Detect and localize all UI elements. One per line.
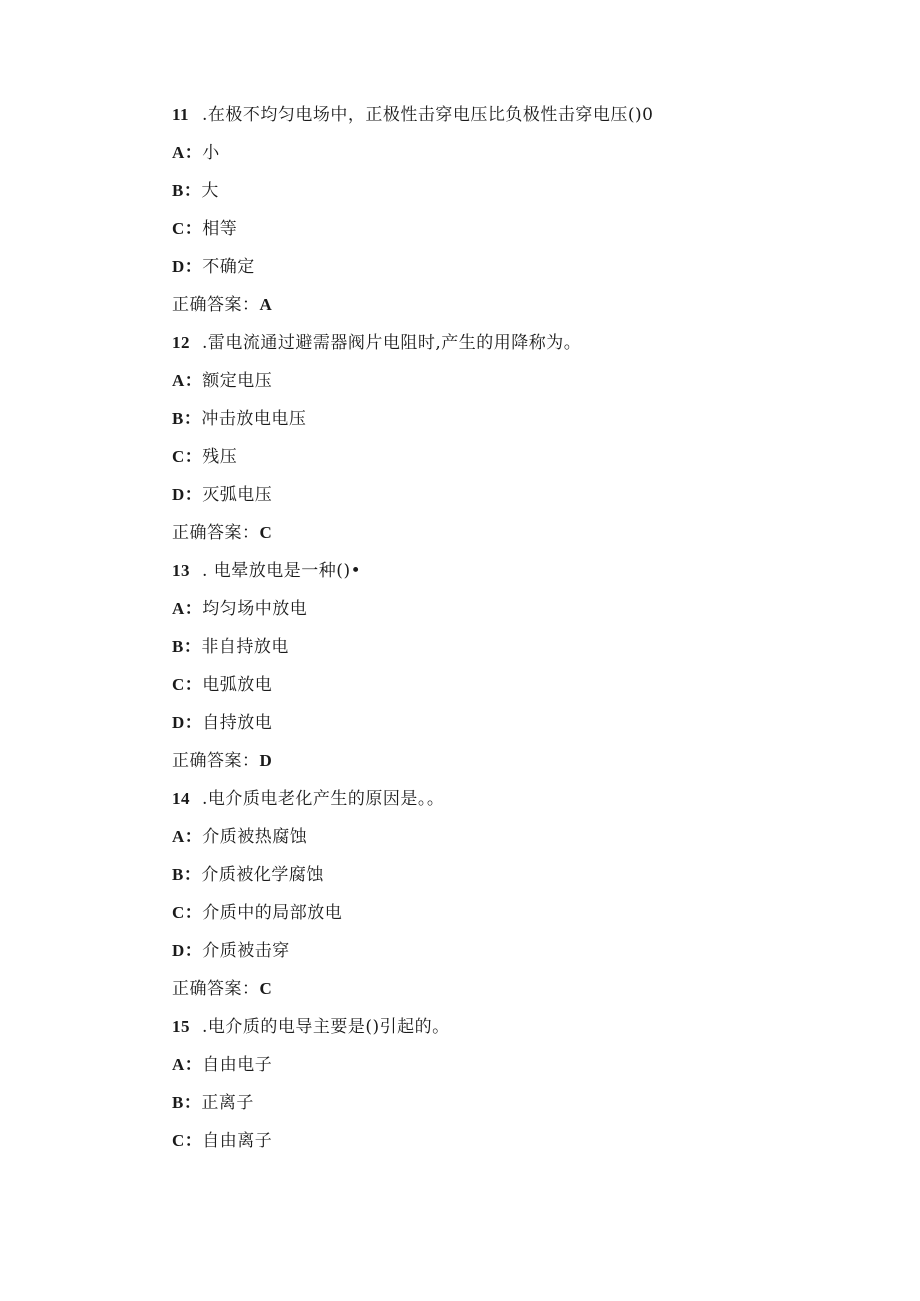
question-text: .电介质的电导主要是()引起的。	[202, 1017, 450, 1037]
option-c	[172, 214, 872, 252]
option-a	[172, 822, 872, 860]
option-text: 自持放电	[202, 713, 273, 733]
question-15	[172, 1012, 872, 1050]
option-letter: B：	[172, 181, 202, 200]
option-d	[172, 252, 872, 290]
option-text: 大	[201, 181, 219, 201]
option-letter: A：	[172, 1055, 203, 1074]
question-text: . 电晕放电是一种()•	[202, 561, 362, 581]
option-letter: D：	[172, 941, 203, 960]
option-text: 残压	[202, 447, 238, 467]
question-text: .雷电流通过避需器阀片电阻时,产生的用降称为。	[202, 333, 582, 353]
option-d	[172, 480, 872, 518]
option-text: 均匀场中放电	[202, 599, 308, 619]
question-text: .电介质电老化产生的原因是。。	[202, 789, 445, 809]
option-letter: A：	[172, 827, 203, 846]
option-text: 额定电压	[202, 371, 273, 391]
option-text: 不确定	[202, 257, 255, 277]
option-letter: C：	[172, 1131, 203, 1150]
answer-label: 正确答案：	[172, 751, 260, 771]
option-text: 电弧放电	[202, 675, 273, 695]
question-14	[172, 784, 872, 822]
option-text: 冲击放电电压	[201, 409, 307, 429]
option-letter: B：	[172, 637, 202, 656]
option-b	[172, 404, 872, 442]
option-letter: B：	[172, 409, 202, 428]
option-c	[172, 898, 872, 936]
option-c	[172, 442, 872, 480]
question-number: 12	[172, 333, 190, 352]
option-d	[172, 708, 872, 746]
question-number: 15	[172, 1017, 190, 1036]
answer-value: D	[259, 751, 273, 770]
option-text: 非自持放电	[201, 637, 289, 657]
option-text: 灭弧电压	[202, 485, 273, 505]
question-number: 13	[172, 561, 190, 580]
option-letter: A：	[172, 599, 203, 618]
option-c	[172, 1126, 872, 1164]
option-letter: D：	[172, 713, 203, 732]
option-b	[172, 1088, 872, 1126]
option-b	[172, 176, 872, 214]
answer-value: C	[259, 979, 273, 998]
option-text: 介质被化学腐蚀	[201, 865, 324, 885]
answer-label: 正确答案：	[172, 979, 260, 999]
option-letter: D：	[172, 485, 203, 504]
option-c	[172, 670, 872, 708]
option-text: 相等	[202, 219, 238, 239]
answer-value: C	[259, 523, 273, 542]
option-letter: C：	[172, 903, 203, 922]
option-a	[172, 1050, 872, 1088]
answer-label: 正确答案：	[172, 295, 260, 315]
answer-label: 正确答案：	[172, 523, 260, 543]
option-a	[172, 138, 872, 176]
correct-answer	[172, 518, 872, 556]
option-letter: C：	[172, 219, 203, 238]
option-letter: A：	[172, 371, 203, 390]
option-a	[172, 366, 872, 404]
option-letter: C：	[172, 447, 203, 466]
correct-answer	[172, 290, 872, 328]
question-11	[172, 100, 872, 138]
question-number: 14	[172, 789, 190, 808]
option-letter: B：	[172, 865, 202, 884]
question-number: 11	[172, 105, 190, 124]
option-letter: A：	[172, 143, 203, 162]
option-letter: C：	[172, 675, 203, 694]
option-text: 介质被击穿	[202, 941, 290, 961]
question-list	[172, 100, 872, 1164]
option-letter: D：	[172, 257, 203, 276]
option-d	[172, 936, 872, 974]
option-a	[172, 594, 872, 632]
option-text: 介质被热腐蚀	[202, 827, 308, 847]
option-text: 介质中的局部放电	[202, 903, 343, 923]
question-text: .在极不均匀电场中，正极性击穿电压比负极性击穿电压()0	[202, 105, 654, 125]
option-text: 自由电子	[202, 1055, 273, 1075]
answer-value: A	[259, 295, 273, 314]
question-12	[172, 328, 872, 366]
correct-answer	[172, 974, 872, 1012]
option-b	[172, 860, 872, 898]
option-text: 正离子	[201, 1093, 254, 1113]
option-text: 自由离子	[202, 1131, 273, 1151]
option-letter: B：	[172, 1093, 202, 1112]
correct-answer	[172, 746, 872, 784]
option-b	[172, 632, 872, 670]
question-13	[172, 556, 872, 594]
option-text: 小	[202, 143, 220, 163]
